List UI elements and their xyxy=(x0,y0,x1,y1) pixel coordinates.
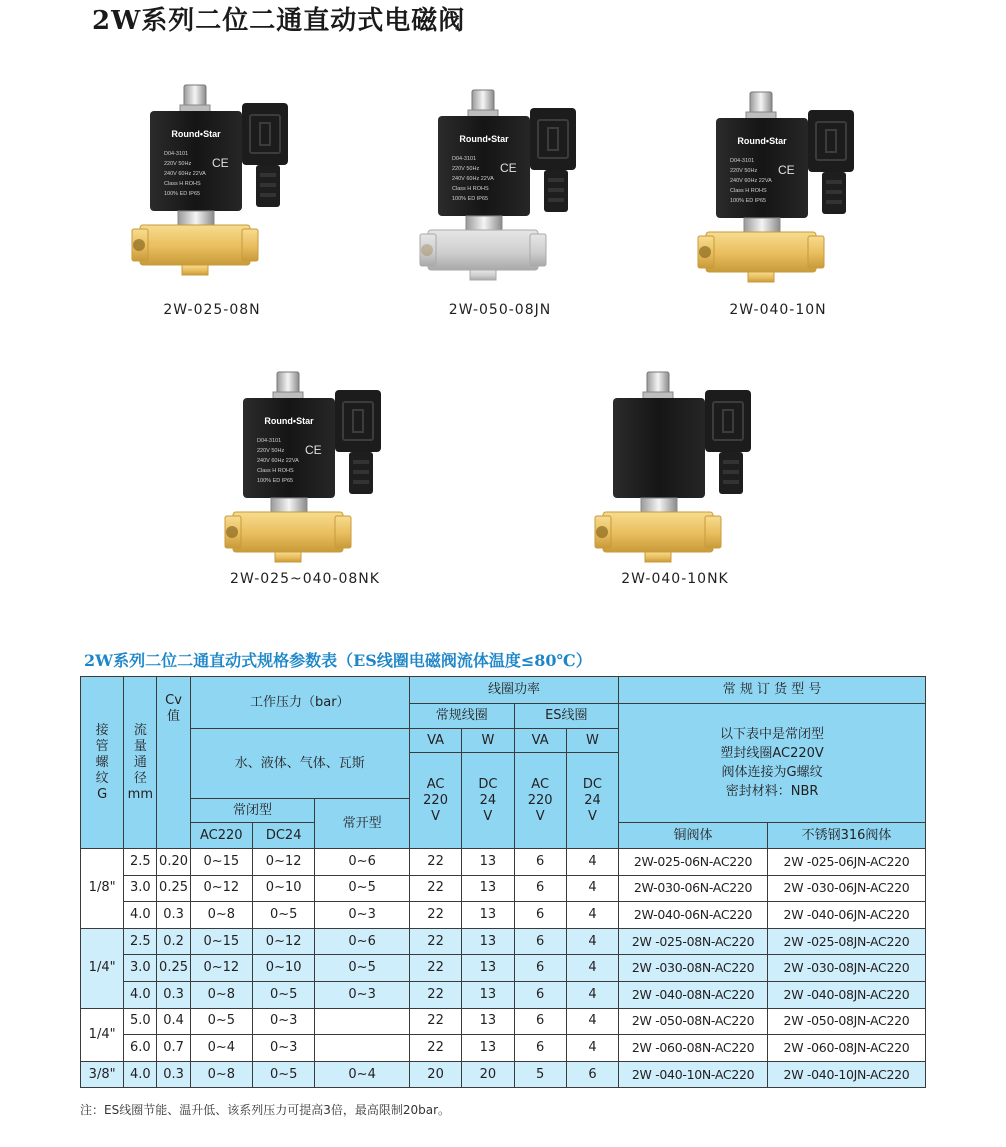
pressure-no: 0~6 xyxy=(315,849,410,876)
brand-label: Round•Star xyxy=(264,416,314,426)
pressure-dc24: 0~5 xyxy=(252,1061,314,1088)
header-stainless: 不锈钢316阀体 xyxy=(767,823,925,849)
ce-mark: CE xyxy=(305,443,322,457)
model-stainless: 2W -025-08JN-AC220 xyxy=(767,928,925,955)
header-es-dc24v xyxy=(566,753,618,849)
model-stainless: 2W -040-10JN-AC220 xyxy=(767,1061,925,1088)
coil-spec-line: D04-3101 xyxy=(257,438,282,444)
std-w: 13 xyxy=(462,928,514,955)
brand-label: Round•Star xyxy=(171,129,221,139)
es-w: 4 xyxy=(566,902,618,929)
product-1 xyxy=(92,75,332,290)
coil-spec-line: 240V 60Hz 22VA xyxy=(452,176,494,182)
pressure-ac220: 0~8 xyxy=(190,981,252,1008)
std-w: 13 xyxy=(462,955,514,982)
es-w: 4 xyxy=(566,875,618,902)
coil-spec-line: D04-3101 xyxy=(452,156,477,162)
std-w: 20 xyxy=(462,1061,514,1088)
coil-spec-line: 100% ED IP65 xyxy=(164,191,201,197)
std-va: 22 xyxy=(409,902,461,929)
flow-diameter: 2.5 xyxy=(124,928,157,955)
table-row xyxy=(81,875,926,902)
pressure-dc24: 0~10 xyxy=(252,955,314,982)
es-w: 6 xyxy=(566,1061,618,1088)
pressure-dc24: 0~12 xyxy=(252,928,314,955)
std-va: 22 xyxy=(409,1008,461,1035)
es-va: 6 xyxy=(514,981,566,1008)
coil-spec-line: D04-3101 xyxy=(164,151,189,157)
es-va: 6 xyxy=(514,1008,566,1035)
thread-size: 3/8" xyxy=(81,1061,124,1088)
header-coil-power: 线圈功率 xyxy=(409,677,618,704)
coil-spec-line: 100% ED IP65 xyxy=(257,478,294,484)
footnote: 注：ES线圈节能、温升低、该系列压力可提高3倍，最高限制20bar。 xyxy=(80,1103,451,1117)
cv-value: 0.25 xyxy=(157,875,190,902)
pressure-ac220: 0~12 xyxy=(190,875,252,902)
pressure-dc24: 0~5 xyxy=(252,902,314,929)
header-line: 阀体连接为G螺纹 xyxy=(721,765,823,780)
model-stainless: 2W -060-08JN-AC220 xyxy=(767,1035,925,1062)
header-line: V xyxy=(431,808,441,824)
flow-diameter: 2.5 xyxy=(124,849,157,876)
coil-spec-line: 220V 50Hz xyxy=(730,168,758,174)
header-thread xyxy=(81,677,124,849)
table-row xyxy=(81,955,926,982)
std-va: 22 xyxy=(409,1035,461,1062)
es-w: 4 xyxy=(566,928,618,955)
flow-diameter: 4.0 xyxy=(124,981,157,1008)
spec-table-body xyxy=(81,849,926,1088)
header-line: 24 xyxy=(479,792,497,808)
flow-diameter: 3.0 xyxy=(124,955,157,982)
std-w: 13 xyxy=(462,849,514,876)
pressure-ac220: 0~12 xyxy=(190,955,252,982)
coil-spec-line: 240V 60Hz 22VA xyxy=(164,171,206,177)
pressure-ac220: 0~15 xyxy=(190,928,252,955)
solenoid-valve-image xyxy=(380,80,620,295)
table-row xyxy=(81,1061,926,1088)
table-title: 2W系列二位二通直动式规格参数表（ES线圈电磁阀流体温度≤80℃） xyxy=(84,651,592,670)
coil-spec-line: 220V 50Hz xyxy=(257,448,285,454)
model-copper: 2W-025-06N-AC220 xyxy=(619,849,768,876)
header-line: 24 xyxy=(584,792,601,808)
model-stainless: 2W -050-08JN-AC220 xyxy=(767,1008,925,1035)
flow-diameter: 6.0 xyxy=(124,1035,157,1062)
table-row xyxy=(81,902,926,929)
header-es-coil: ES线圈 xyxy=(514,704,619,729)
header-order-note xyxy=(619,704,926,823)
product-caption: 2W-025~040-08NK xyxy=(230,571,380,587)
header-dc24: DC24 xyxy=(252,823,314,849)
header-line: 管 xyxy=(95,738,109,754)
es-va: 6 xyxy=(514,955,566,982)
std-va: 22 xyxy=(409,928,461,955)
pressure-ac220: 0~8 xyxy=(190,1061,252,1088)
pressure-no: 0~3 xyxy=(315,902,410,929)
model-copper: 2W-040-06N-AC220 xyxy=(619,902,768,929)
es-va: 6 xyxy=(514,902,566,929)
header-line: G xyxy=(97,786,108,802)
product-4 xyxy=(185,362,425,577)
header-cv xyxy=(157,677,190,849)
header-line: 流 xyxy=(133,722,147,738)
coil-spec-line: 220V 50Hz xyxy=(452,166,480,172)
table-row xyxy=(81,981,926,1008)
header-line: 密封材料：NBR xyxy=(725,784,819,799)
model-stainless: 2W -040-08JN-AC220 xyxy=(767,981,925,1008)
header-line: V xyxy=(483,808,493,824)
es-va: 6 xyxy=(514,928,566,955)
spec-table-header xyxy=(81,677,926,849)
model-stainless: 2W -040-06JN-AC220 xyxy=(767,902,925,929)
model-copper: 2W -050-08N-AC220 xyxy=(619,1008,768,1035)
es-va: 6 xyxy=(514,849,566,876)
header-pressure: 工作压力（bar） xyxy=(190,677,409,729)
model-copper: 2W -040-10N-AC220 xyxy=(619,1061,768,1088)
pressure-ac220: 0~4 xyxy=(190,1035,252,1062)
product-caption: 2W-040-10NK xyxy=(621,571,729,587)
model-copper: 2W-030-06N-AC220 xyxy=(619,875,768,902)
product-caption: 2W-040-10N xyxy=(729,302,827,318)
header-line: DC xyxy=(478,776,498,792)
thread-size: 1/4" xyxy=(81,928,124,1008)
flow-diameter: 5.0 xyxy=(124,1008,157,1035)
coil-spec-line: Class H ROHS xyxy=(257,468,294,474)
coil-spec-line: D04-3101 xyxy=(730,158,755,164)
pressure-ac220: 0~15 xyxy=(190,849,252,876)
header-line: 220 xyxy=(423,792,448,808)
header-es-va: VA xyxy=(514,729,566,753)
header-line: 220 xyxy=(527,792,553,808)
header-flow xyxy=(124,677,157,849)
es-va: 5 xyxy=(514,1061,566,1088)
header-ac220: AC220 xyxy=(190,823,252,849)
product-2 xyxy=(380,80,620,295)
model-copper: 2W -040-08N-AC220 xyxy=(619,981,768,1008)
spec-table xyxy=(80,676,926,1088)
coil-spec-line: 220V 50Hz xyxy=(164,161,192,167)
thread-size: 1/4" xyxy=(81,1008,124,1061)
cv-value: 0.20 xyxy=(157,849,190,876)
header-line: 径 xyxy=(133,770,147,786)
header-line: 接 xyxy=(95,722,109,738)
std-w: 13 xyxy=(462,902,514,929)
cv-value: 0.4 xyxy=(157,1008,190,1035)
coil-spec-line: Class H ROHS xyxy=(730,188,767,194)
solenoid-valve-image xyxy=(185,362,425,577)
table-row xyxy=(81,1035,926,1062)
brand-label: Round•Star xyxy=(459,134,509,144)
header-line: Cv xyxy=(165,693,182,708)
coil-spec-line: 240V 60Hz 22VA xyxy=(257,458,299,464)
table-row xyxy=(81,849,926,876)
pressure-dc24: 0~3 xyxy=(252,1035,314,1062)
header-line: 量 xyxy=(133,738,147,754)
solenoid-valve-image xyxy=(555,362,795,577)
pressure-ac220: 0~8 xyxy=(190,902,252,929)
page-title: 2W系列二位二通直动式电磁阀 xyxy=(92,6,466,36)
std-va: 22 xyxy=(409,981,461,1008)
header-std-va: VA xyxy=(409,729,461,753)
cv-value: 0.25 xyxy=(157,955,190,982)
header-std-w: W xyxy=(462,729,514,753)
product-caption: 2W-025-08N xyxy=(163,302,261,318)
pressure-no xyxy=(315,1008,410,1035)
model-stainless: 2W -030-08JN-AC220 xyxy=(767,955,925,982)
header-line: AC xyxy=(531,776,550,792)
header-std-coil: 常规线圈 xyxy=(409,704,514,729)
pressure-ac220: 0~5 xyxy=(190,1008,252,1035)
pressure-dc24: 0~12 xyxy=(252,849,314,876)
pressure-no: 0~5 xyxy=(315,955,410,982)
product-3 xyxy=(658,82,898,297)
pressure-no xyxy=(315,1035,410,1062)
flow-diameter: 3.0 xyxy=(124,875,157,902)
flow-diameter: 4.0 xyxy=(124,1061,157,1088)
header-line: 以下表中是常闭型 xyxy=(720,727,825,742)
header-line: 值 xyxy=(167,709,181,724)
coil-spec-line: 100% ED IP65 xyxy=(452,196,489,202)
header-line: AC xyxy=(426,776,445,792)
thread-size: 1/8" xyxy=(81,849,124,929)
model-copper: 2W -060-08N-AC220 xyxy=(619,1035,768,1062)
pressure-no: 0~4 xyxy=(315,1061,410,1088)
pressure-dc24: 0~3 xyxy=(252,1008,314,1035)
header-nc: 常闭型 xyxy=(190,799,315,823)
pressure-dc24: 0~10 xyxy=(252,875,314,902)
std-va: 20 xyxy=(409,1061,461,1088)
es-w: 4 xyxy=(566,955,618,982)
header-line: DC xyxy=(582,776,603,792)
std-va: 22 xyxy=(409,955,461,982)
std-w: 13 xyxy=(462,981,514,1008)
header-line: 螺 xyxy=(95,754,109,770)
header-std-dc24v xyxy=(462,753,514,849)
model-stainless: 2W -025-06JN-AC220 xyxy=(767,849,925,876)
model-stainless: 2W -030-06JN-AC220 xyxy=(767,875,925,902)
es-w: 4 xyxy=(566,981,618,1008)
header-es-ac220v xyxy=(514,753,566,849)
std-w: 13 xyxy=(462,1035,514,1062)
std-va: 22 xyxy=(409,849,461,876)
model-copper: 2W -025-08N-AC220 xyxy=(619,928,768,955)
header-no: 常开型 xyxy=(315,799,410,849)
header-line: V xyxy=(588,808,597,824)
ce-mark: CE xyxy=(778,163,795,177)
header-line: V xyxy=(535,808,545,824)
cv-value: 0.3 xyxy=(157,981,190,1008)
es-w: 4 xyxy=(566,1008,618,1035)
header-line: 纹 xyxy=(95,770,109,786)
pressure-no: 0~5 xyxy=(315,875,410,902)
header-es-w: W xyxy=(566,729,618,753)
std-w: 13 xyxy=(462,1008,514,1035)
header-line: mm xyxy=(127,786,153,802)
coil-spec-line: 240V 60Hz 22VA xyxy=(730,178,772,184)
flow-diameter: 4.0 xyxy=(124,902,157,929)
pressure-no: 0~3 xyxy=(315,981,410,1008)
cv-value: 0.2 xyxy=(157,928,190,955)
ce-mark: CE xyxy=(500,161,517,175)
product-caption: 2W-050-08JN xyxy=(448,302,552,318)
coil-spec-line: Class H ROHS xyxy=(452,186,489,192)
cv-value: 0.7 xyxy=(157,1035,190,1062)
header-line: 通 xyxy=(133,754,147,770)
product-5 xyxy=(555,362,795,577)
solenoid-valve-image xyxy=(658,82,898,297)
header-media: 水、液体、气体、瓦斯 xyxy=(190,729,409,799)
header-order: 常 规 订 货 型 号 xyxy=(619,677,926,704)
std-va: 22 xyxy=(409,875,461,902)
coil-spec-line: 100% ED IP65 xyxy=(730,198,767,204)
cv-value: 0.3 xyxy=(157,902,190,929)
ce-mark: CE xyxy=(212,156,229,170)
table-row xyxy=(81,928,926,955)
pressure-no: 0~6 xyxy=(315,928,410,955)
brand-label: Round•Star xyxy=(737,136,787,146)
coil-spec-line: Class H ROHS xyxy=(164,181,201,187)
es-w: 4 xyxy=(566,1035,618,1062)
es-va: 6 xyxy=(514,1035,566,1062)
model-copper: 2W -030-08N-AC220 xyxy=(619,955,768,982)
header-std-ac220v xyxy=(409,753,461,849)
pressure-dc24: 0~5 xyxy=(252,981,314,1008)
table-row xyxy=(81,1008,926,1035)
es-va: 6 xyxy=(514,875,566,902)
header-copper: 铜阀体 xyxy=(619,823,768,849)
std-w: 13 xyxy=(462,875,514,902)
es-w: 4 xyxy=(566,849,618,876)
cv-value: 0.3 xyxy=(157,1061,190,1088)
header-line: 塑封线圈AC220V xyxy=(720,746,824,761)
solenoid-valve-image xyxy=(92,75,332,290)
